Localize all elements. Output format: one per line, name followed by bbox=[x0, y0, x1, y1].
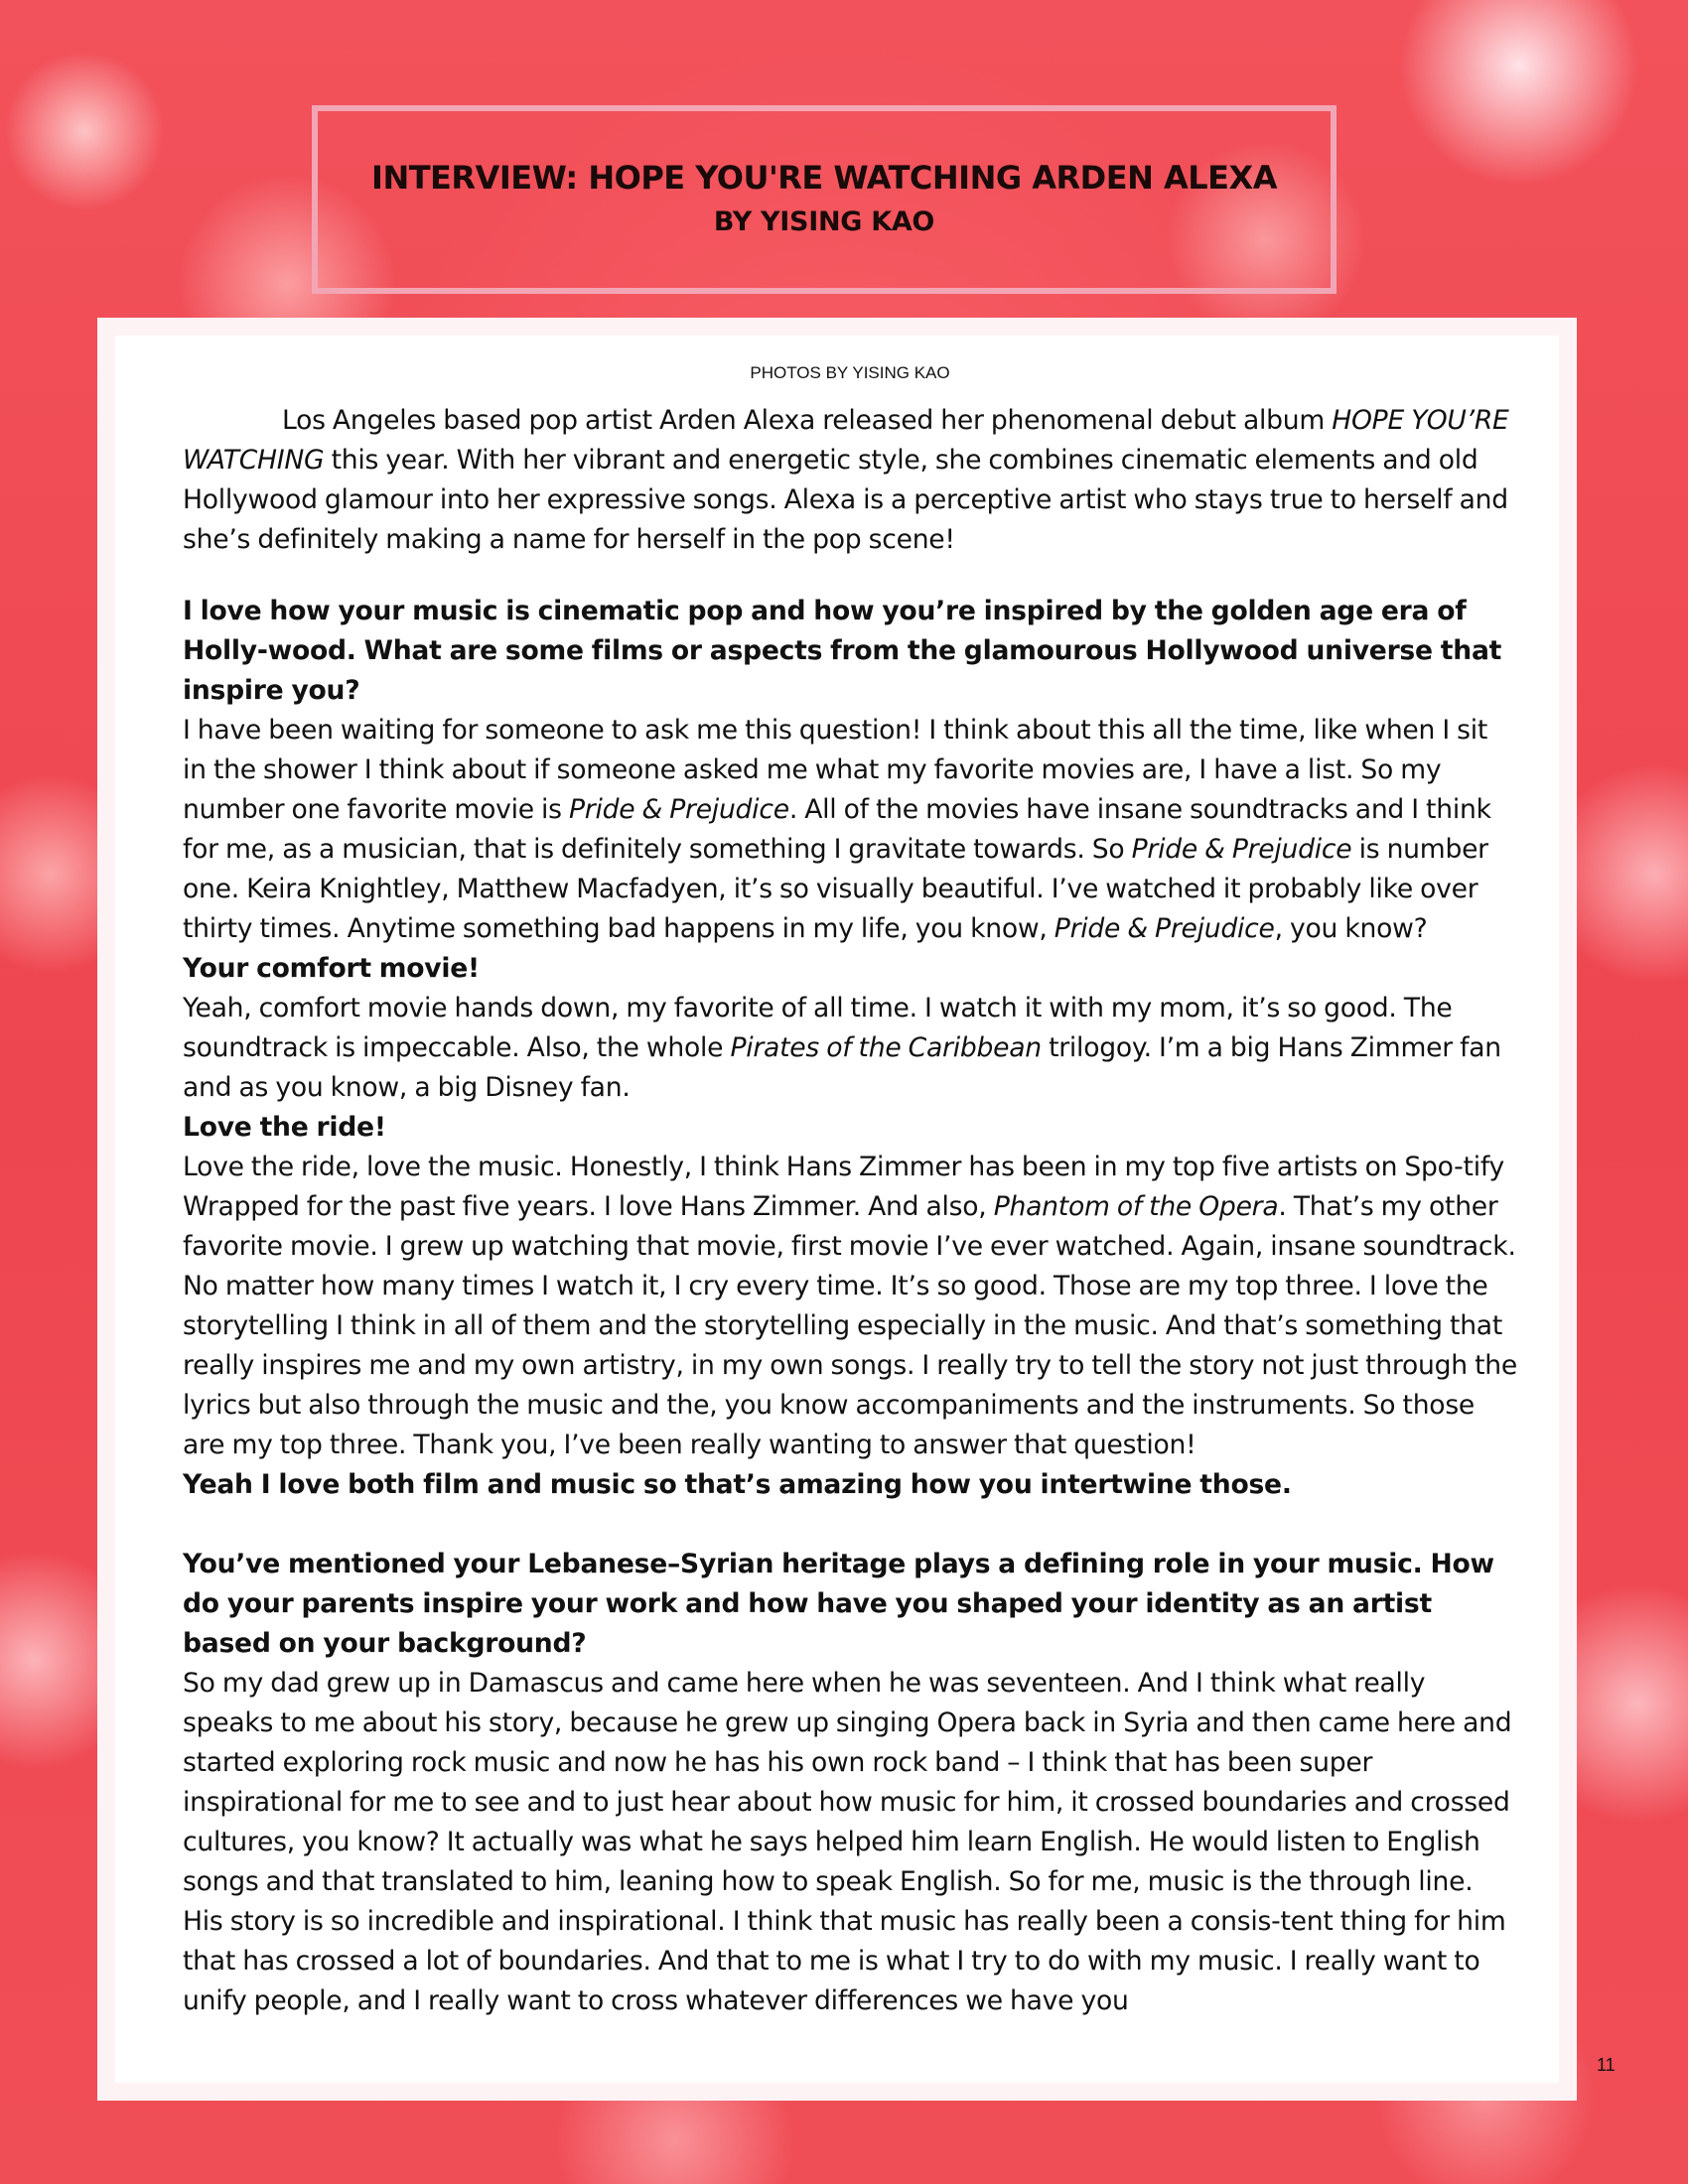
album-title: HOPE YOU’RE WATCHING bbox=[183, 405, 1509, 476]
film-title: Pride & Prejudice bbox=[1054, 913, 1275, 944]
article-panel-inner bbox=[115, 336, 1559, 2083]
answer-1: I have been waiting for someone to ask me this question! I think about this all the time, like when I sit in the shower I think about if someone asked me what my favorite movies are, I have a list. So my number one favorite movie is Pride & Prejudice. All of the movies have insane soundtracks and I think for me, as a musician, that is definitely something I gravitate towards. So Pride & Prejudice is number one. Keira Knightley, Matthew Macfadyen, it’s so visually beautiful. I’ve watched it probably like over thirty times. Anytime something bad happens in my life, you know, Pride & Prejudice, you know? bbox=[183, 715, 1491, 944]
photo-credit: PHOTOS BY YISING KAO bbox=[750, 363, 950, 382]
article-byline: BY YISING KAO bbox=[713, 205, 935, 237]
question-5: You’ve mentioned your Lebanese–Syrian heritage plays a defining role in your music. How do your parents inspire your work and how have you shaped your identity as an artist based on your background? bbox=[183, 1549, 1494, 1659]
article-panel bbox=[97, 318, 1577, 2101]
film-title: Pride & Prejudice bbox=[1131, 834, 1352, 865]
answer-5: So my dad grew up in Damascus and came here when he was seventeen. And I think what really speaks to me about his story, because he grew up singing Opera back in Syria and then came here and started exploring rock music and now he has his own rock band – I think that has been super inspirational for me to see and to just hear about how music for him, it crossed boundaries and crossed cultures, you know? It actually was what he says helped him learn English. He would listen to English songs and that translated to him, leaning how to speak English. So for me, music is the through line. His story is so incredible and inspirational. I think that music has really been a consis-tent thing for him that has crossed a lot of boundaries. And that to me is what I try to do with my music. I really want to unify people, and I really want to cross whatever differences we have you bbox=[183, 1668, 1512, 2016]
article-title: INTERVIEW: HOPE YOU'RE WATCHING ARDEN ALEXA bbox=[371, 158, 1277, 197]
film-title: Phantom of the Opera bbox=[993, 1191, 1279, 1222]
question-2: Your comfort movie! bbox=[183, 953, 480, 984]
page-number: 11 bbox=[1597, 2055, 1616, 2075]
question-4: Yeah I love both film and music so that’s amazing how you intertwine those. bbox=[183, 1469, 1292, 1500]
question-1: I love how your music is cinematic pop and how you’re inspired by the golden age era of Holly-wood. What are some films or aspects from the glamourous Hollywood universe that inspire you? bbox=[183, 596, 1502, 706]
film-title: Pirates of the Caribbean bbox=[730, 1032, 1042, 1063]
title-box bbox=[312, 105, 1336, 294]
answer-3: Love the ride, love the music. Honestly, I think Hans Zimmer has been in my top five artists on Spo-tify Wrapped for the past five years. I love Hans Zimmer. And also, Phantom of the Opera. That’s my other favorite movie. I grew up watching that movie, first movie I’ve ever watched. Again, insane soundtrack. No matter how many times I watch it, I cry every time. It’s so good. Those are my top three. I love the storytelling I think in all of them and the storytelling especially in the music. And that’s something that really inspires me and my own artistry, in my own songs. I really try to tell the story not just through the lyrics but also through the music and the, you know accompaniments and the instruments. So those are my top three. Thank you, I’ve been really wanting to answer that question! bbox=[183, 1152, 1517, 1460]
intro-paragraph: Los Angeles based pop artist Arden Alexa released her phenomenal debut album HOPE YOU’RE WATCHING this year. With her vibrant and energetic style, she combines cinematic elements and old Hollywood glamour into her expressive songs. Alexa is a perceptive artist who stays true to herself and she’s definitely making a name for herself in the pop scene! bbox=[183, 405, 1509, 555]
article-body bbox=[183, 401, 1517, 2021]
question-3: Love the ride! bbox=[183, 1112, 386, 1143]
answer-2: Yeah, comfort movie hands down, my favorite of all time. I watch it with my mom, it’s so good. The soundtrack is impeccable. Also, the whole Pirates of the Caribbean trilogoy. I’m a big Hans Zimmer fan and as you know, a big Disney fan. bbox=[183, 993, 1501, 1103]
film-title: Pride & Prejudice bbox=[568, 794, 789, 825]
